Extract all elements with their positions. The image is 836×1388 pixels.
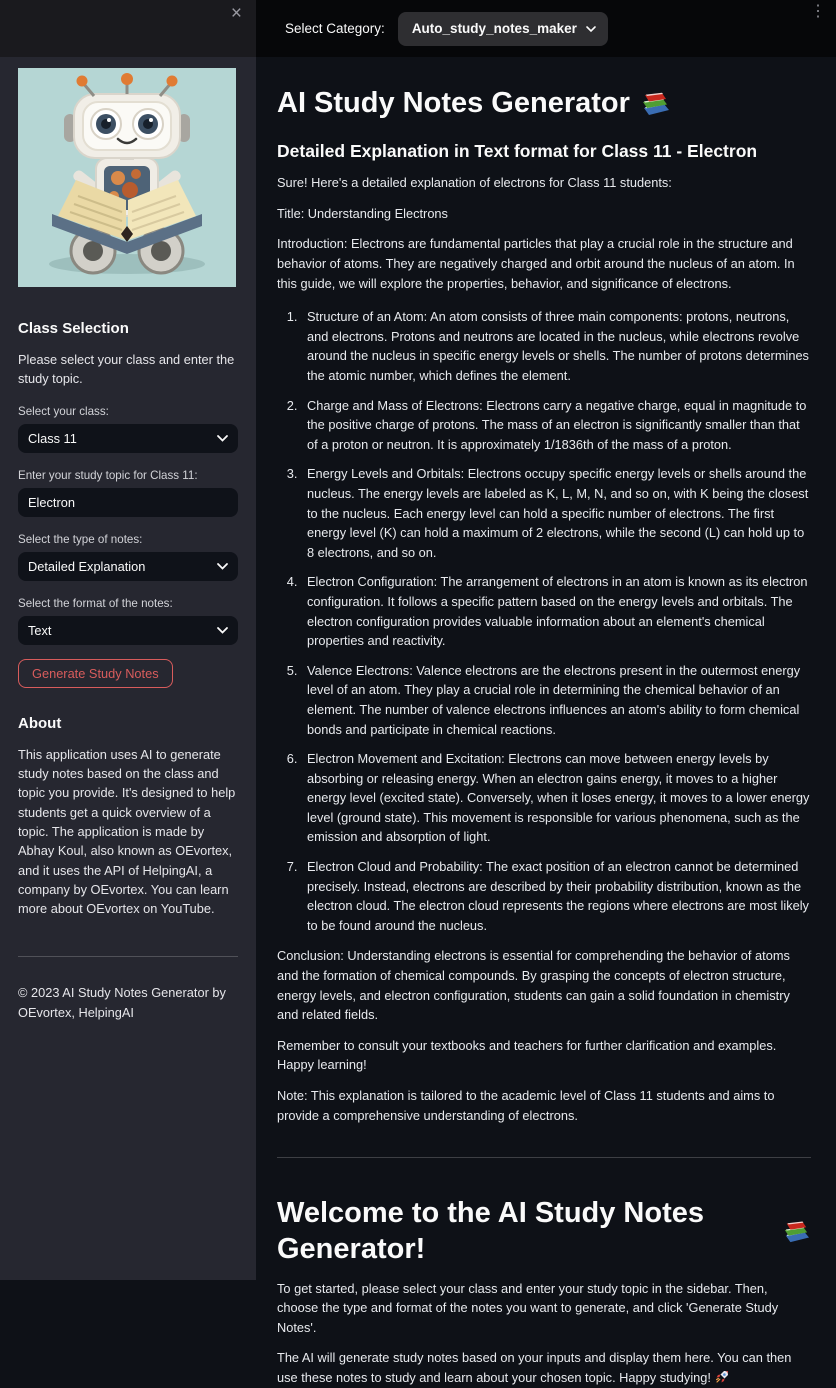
generate-study-notes-button[interactable]: Generate Study Notes (18, 659, 173, 688)
page-title (277, 85, 811, 121)
page-title-text: AI Study Notes Generator (277, 87, 630, 119)
class-selection-heading: Class Selection (18, 320, 129, 337)
topic-input-value: Electron (28, 494, 75, 510)
class-select-label: Select your class: (18, 404, 109, 418)
notes-reminder: Remember to consult your textbooks and teachers for further clarification and examples. Happy learning! (277, 1037, 777, 1073)
rocket-emoji-icon (715, 1370, 729, 1384)
notes-subtitle: Detailed Explanation in Text format for Class 11 - Electron (277, 141, 758, 162)
books-emoji-icon (639, 89, 671, 117)
notes-format-select-label: Select the format of the notes: (18, 596, 173, 610)
main-header (256, 0, 836, 57)
main-content (256, 57, 836, 1386)
category-label: Select Category: (285, 21, 385, 36)
notes-conclusion: Conclusion: Understanding electrons is essential for comprehending the behavior of atoms and the formation of chemical compounds. By grasping the concepts of electron structure, energy levels, and electron configuration, students can gain a solid foundation in chemistry and related fields. (277, 948, 790, 1023)
notes-paragraph: Introduction: Electrons are fundamental particles that play a crucial role in the structure and behavior of atoms. They are negatively charged and orbit around the nucleus of an atom. In this guide, we will explore the properties, behavior, and significance of electrons. (277, 236, 795, 291)
welcome-title (277, 1195, 811, 1268)
welcome-paragraph (277, 1348, 811, 1387)
notes-list-item: 3. Energy Levels and Orbitals: Electrons occupy specific energy levels or shells around the nucleus. The energy levels are labeled as K, L, M, N, and so on, with K being the closest to the nucleus. Each energy level can hold a specific number of electrons. The first energy level (K) can hold a maximum of 2 electrons, while the second (L) can hold up to 8 electrons, and so on. (301, 464, 811, 562)
sidebar-copyright: © 2023 AI Study Notes Generator by OEvortex, HelpingAI (18, 985, 226, 1020)
chevron-down-icon (217, 563, 228, 570)
notes-type-select[interactable] (18, 552, 238, 581)
about-heading: About (18, 714, 62, 732)
robot-reading-book-image (18, 68, 236, 287)
class-select-value: Class 11 (28, 430, 77, 446)
topic-input-label: Enter your study topic for Class 11: (18, 468, 198, 482)
close-icon[interactable]: × (230, 3, 242, 24)
notes-list-item: 5. Valence Electrons: Valence electrons are the electrons present in the outermost energy level of an atom. They play a crucial role in determining the chemical behavior of an element. The number of valence electrons influences an atom's ability to form chemical bonds and participate in chemical reactions. (301, 661, 811, 739)
sidebar (0, 57, 256, 1280)
notes-format-select[interactable] (18, 616, 238, 645)
chevron-down-icon (586, 26, 596, 32)
category-dropdown[interactable] (398, 12, 608, 46)
about-text: This application uses AI to generate study notes based on the class and topic you provide. It's designed to help students get a quick overview of a topic. The application is made by Abhay Koul, also known as OEvortex, and it uses the API of HelpingAI, a company by OEvortex. You can learn more about OEvortex on YouTube. (18, 746, 236, 917)
notes-list-item: 4. Electron Configuration: The arrangement of electrons in an atom is known as its electron configuration. It follows a specific pattern based on the energy levels and orbitals. The electron configuration provides valuable information about an element's chemical properties and reactivity. (301, 572, 811, 650)
notes-format-select-value: Text (28, 622, 52, 638)
main-divider (277, 1157, 811, 1158)
sidebar-divider (18, 956, 238, 957)
notes-paragraph: Title: Understanding Electrons (277, 205, 448, 221)
topic-input[interactable] (18, 488, 238, 517)
notes-list-item: 7. Electron Cloud and Probability: The exact position of an electron cannot be determined precisely. Instead, electrons are described by their probability distribution, known as the electron cloud. The electron cloud represents the regions where electrons are most likely to be found around the nucleus. (301, 857, 811, 935)
notes-type-select-label: Select the type of notes: (18, 532, 143, 546)
chevron-down-icon (217, 435, 228, 442)
notes-list-item: 1. Structure of an Atom: An atom consists of three main components: protons, neutrons, and electrons. Protons and neutrons are located in the nucleus, while electrons revolve around the nucleus in specific energy levels or shells. The number of protons determines the atomic number, which defines the element. (301, 307, 811, 385)
class-selection-description: Please select your class and enter the study topic. (18, 352, 235, 387)
notes-type-select-value: Detailed Explanation (28, 558, 146, 574)
category-value: Auto_study_notes_maker (411, 21, 577, 36)
notes-list-item: 2. Charge and Mass of Electrons: Electrons carry a negative charge, equal in magnitude to the positive charge of protons. The mass of an electron is significantly smaller than that of a proton or neutron. It is approximately 1/1836th of the mass of a proton. (301, 396, 811, 455)
books-emoji-icon (781, 1218, 811, 1244)
kebab-menu-icon[interactable]: ⋮ (810, 3, 826, 20)
class-select[interactable] (18, 424, 238, 453)
notes-note: Note: This explanation is tailored to the academic level of Class 11 students and aims to provide a comprehensive understanding of electrons. (277, 1088, 775, 1123)
notes-list-item: 6. Electron Movement and Excitation: Electrons can move between energy levels by absorbing or releasing energy. When an electron gains energy, it moves to a higher energy level (excited state). Conversely, when it loses energy, it moves to a lower energy level (ground state). This movement is responsible for various phenomena, such as the emission and absorption of light. (301, 749, 811, 847)
sidebar-header (0, 0, 256, 57)
notes-paragraph: Sure! Here's a detailed explanation of electrons for Class 11 students: (277, 175, 672, 191)
chevron-down-icon (217, 627, 228, 634)
top-header (0, 0, 836, 57)
welcome-paragraph: To get started, please select your class and enter your study topic in the sidebar. Then, choose the type and format of the notes you want to generate, and click 'Generate Study Notes'. (277, 1280, 779, 1335)
welcome-title-text: Welcome to the AI Study Notes Generator! (277, 1197, 704, 1266)
welcome-paragraph-text: The AI will generate study notes based on your inputs and display them here. You can then use these notes to study and learn about your chosen topic. Happy studying! (277, 1350, 792, 1386)
notes-list (277, 307, 811, 935)
